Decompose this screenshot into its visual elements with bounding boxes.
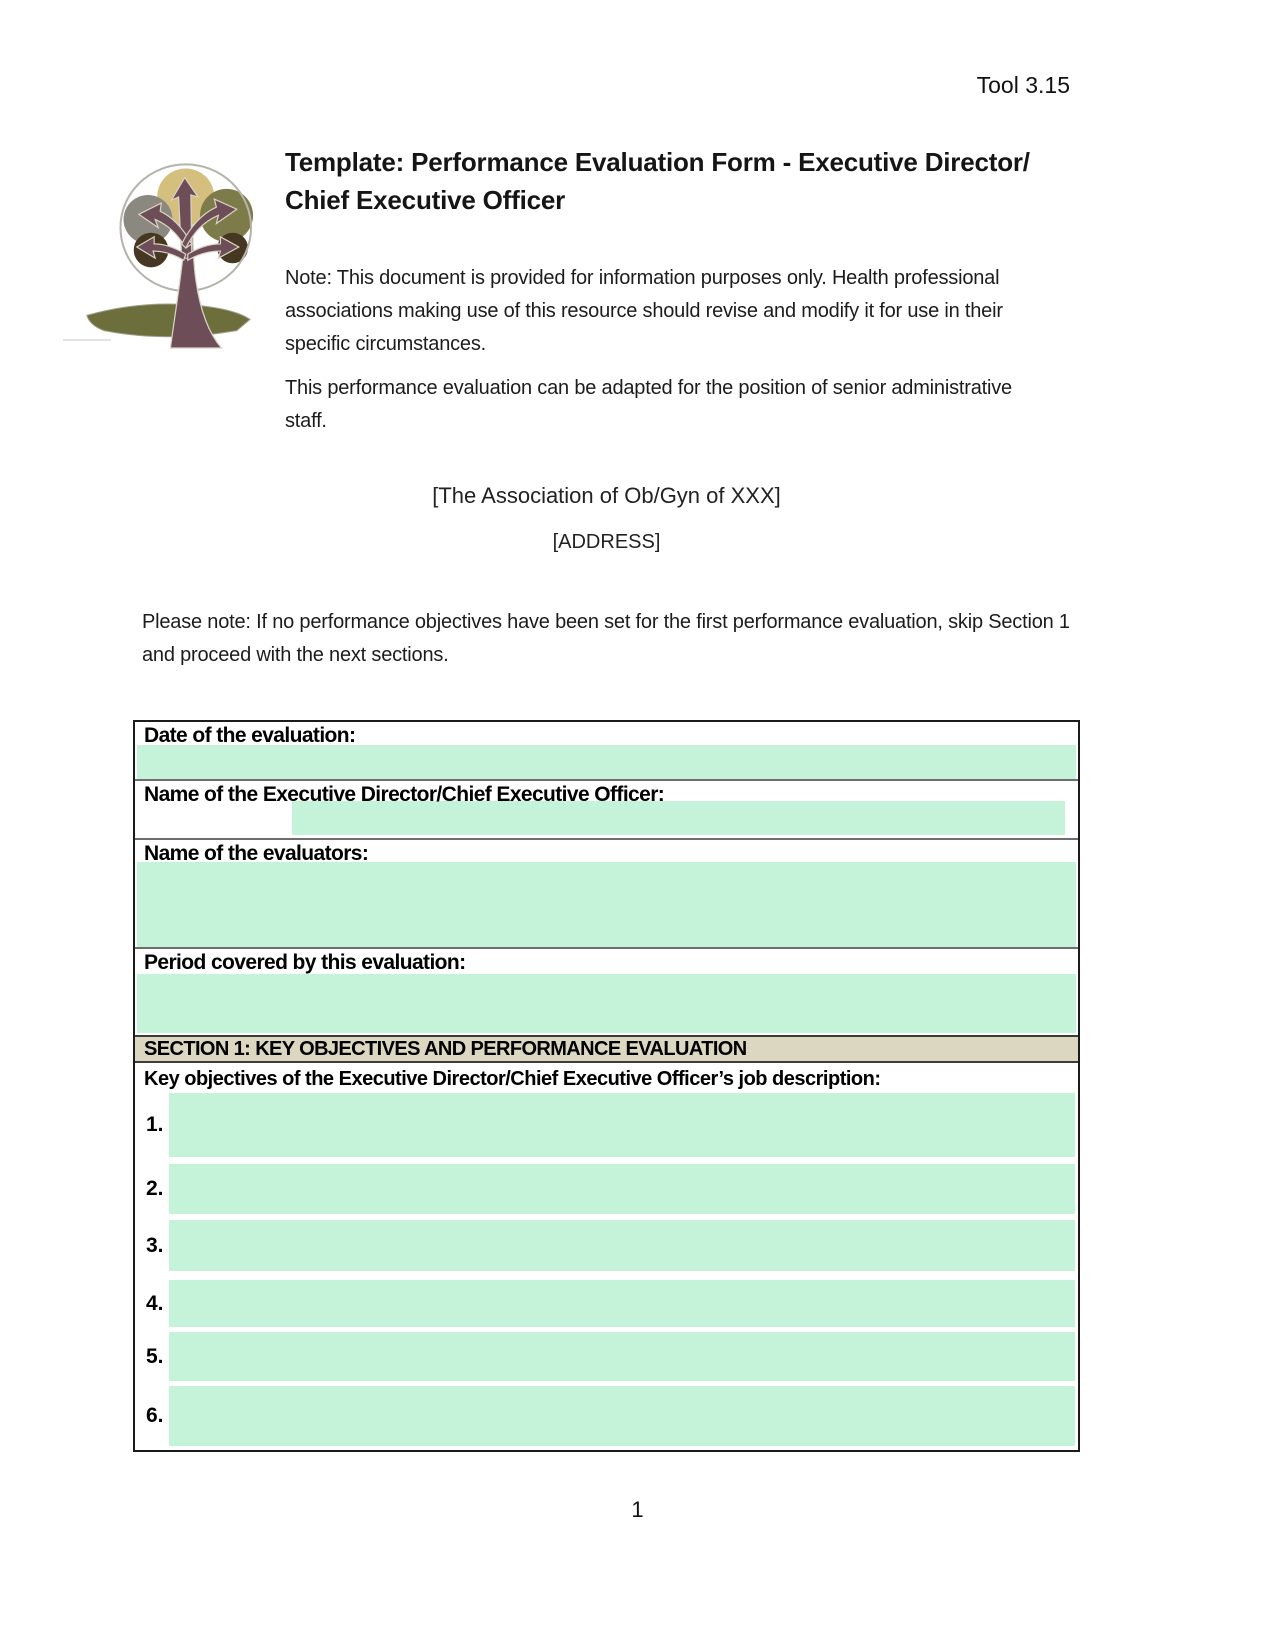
objective-number: 6. [146,1404,164,1427]
director-name-label: Name of the Executive Director/Chief Executive Officer: [144,783,665,806]
page-title [285,143,1085,219]
section1-title: SECTION 1: KEY OBJECTIVES AND PERFORMANCE EVALUATION [144,1038,747,1060]
please-note-paragraph: Please note: If no performance objectives have been set for the first performance evaluation, skip Section 1 and proceed with the next sections. [142,611,1070,666]
objective-1-input-field[interactable] [169,1093,1075,1157]
period-label: Period covered by this evaluation: [144,951,466,974]
address-placeholder: [ADDRESS] [552,531,661,553]
objective-5-input-field[interactable] [169,1332,1075,1381]
page-title-line2: Chief Executive Officer [285,185,566,215]
objective-number: 1. [146,1113,164,1136]
tree-arrows-icon [83,146,263,350]
objective-3-input-field[interactable] [169,1220,1075,1271]
objective-row [135,1220,1078,1271]
logo-baseline-artifact [63,339,111,341]
objective-row [135,1164,1078,1214]
evaluators-input-field[interactable] [137,862,1076,947]
information-note: Note: This document is provided for information purposes only. Health professional associations making use of this resource should revise and modify it for use in their specific circumstances. [285,267,1003,355]
association-placeholder: [The Association of Ob/Gyn of XXX] [432,483,781,508]
evaluators-row [135,838,1078,947]
objective-6-input-field[interactable] [169,1386,1075,1446]
objective-row [135,1332,1078,1381]
page-number: 1 [631,1497,644,1522]
key-objectives-subheading: Key objectives of the Executive Director/Chief Executive Officer’s job description: [144,1068,881,1090]
objective-row [135,1280,1078,1327]
objective-row [135,1093,1078,1157]
adaptation-note: This performance evaluation can be adapted for the position of senior administrative staff. [285,377,1012,432]
section1-header [135,1035,1078,1063]
evaluators-label: Name of the evaluators: [144,842,369,865]
date-label: Date of the evaluation: [144,724,356,747]
organization-logo [83,146,263,350]
tool-number-label: Tool 3.15 [976,72,1070,98]
section1-body [135,1063,1078,1450]
objective-number: 2. [146,1177,164,1200]
director-name-row [135,779,1078,838]
objective-number: 4. [146,1291,164,1315]
objective-row [135,1386,1078,1446]
objective-2-input-field[interactable] [169,1164,1075,1214]
objective-number: 5. [146,1344,164,1368]
period-input-field[interactable] [137,974,1076,1033]
page-title-line1: Template: Performance Evaluation Form - Executive Director/ [285,147,1030,177]
period-row [135,947,1078,1035]
date-row [135,722,1078,779]
objective-4-input-field[interactable] [169,1280,1075,1327]
evaluation-form-table [133,720,1080,1452]
objective-number: 3. [146,1233,164,1257]
date-input-field[interactable] [137,745,1076,779]
